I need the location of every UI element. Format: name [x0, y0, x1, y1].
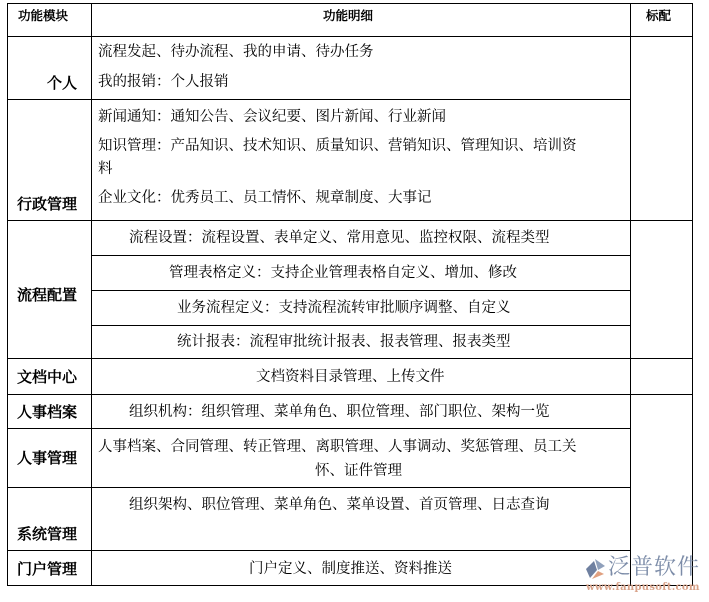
detail-line: 管理表格定义：支持企业管理表格自定义、增加、修改 — [169, 265, 517, 281]
detail-line: 料 — [98, 161, 113, 177]
detail-line: 业务流程定义：支持流程流转审批顺序调整、自定义 — [177, 300, 511, 316]
detail-line: 组织架构、职位管理、菜单角色、菜单设置、首页管理、日志查询 — [129, 497, 550, 513]
module-hr-management: 人事管理 — [17, 449, 78, 467]
table-border-right — [692, 3, 693, 586]
detail-line: 怀、证件管理 — [315, 463, 402, 479]
detail-line: 组织机构：组织管理、菜单角色、职位管理、部门职位、架构一览 — [129, 404, 550, 420]
row-divider — [7, 550, 630, 551]
detail-line: 人事档案、合同管理、转正管理、离职管理、人事调动、奖惩管理、员工关 — [98, 439, 577, 455]
module-personal: 个人 — [47, 74, 78, 92]
header-detail: 功能明细 — [323, 8, 374, 23]
row-divider — [7, 428, 630, 429]
detail-line: 新闻通知：通知公告、会议纪要、图片新闻、行业新闻 — [98, 109, 446, 125]
row-divider — [7, 394, 693, 395]
detail-line: 企业文化：优秀员工、员工情怀、规章制度、大事记 — [98, 190, 432, 206]
module-documents: 文档中心 — [17, 368, 78, 386]
header-standard: 标配 — [646, 8, 672, 23]
row-divider — [7, 99, 630, 100]
module-portal: 门户管理 — [17, 560, 78, 578]
table-border-left — [7, 3, 8, 586]
detail-line: 流程设置：流程设置、表单定义、常用意见、监控权限、流程类型 — [129, 230, 550, 246]
row-divider — [7, 220, 693, 221]
column-divider-module — [91, 3, 92, 586]
watermark — [582, 555, 700, 599]
module-system: 系统管理 — [17, 525, 78, 543]
watermark-brand: 泛普软件 — [608, 555, 701, 580]
subrow-divider — [91, 325, 630, 326]
header-module: 功能模块 — [18, 8, 69, 23]
subrow-divider — [91, 290, 630, 291]
header-divider — [7, 36, 693, 37]
fanpu-logo-icon — [584, 558, 606, 580]
detail-line: 流程发起、待办流程、我的申请、待办任务 — [98, 44, 374, 60]
table-border-top — [7, 3, 693, 4]
module-admin: 行政管理 — [17, 195, 78, 213]
module-hr-records: 人事档案 — [17, 403, 78, 421]
detail-line: 门户定义、制度推送、资料推送 — [249, 561, 452, 577]
watermark-url: www.fanpusoft.com — [586, 582, 700, 593]
detail-line: 统计报表：流程审批统计报表、报表管理、报表类型 — [177, 334, 511, 350]
detail-line: 文档资料目录管理、上传文件 — [256, 369, 445, 385]
row-divider — [7, 358, 693, 359]
subrow-divider — [91, 255, 630, 256]
row-divider — [7, 487, 630, 488]
column-divider-standard — [630, 3, 631, 586]
detail-line: 知识管理：产品知识、技术知识、质量知识、营销知识、管理知识、培训资 — [98, 138, 577, 154]
module-workflow: 流程配置 — [17, 286, 78, 304]
detail-line: 我的报销：个人报销 — [98, 74, 229, 90]
